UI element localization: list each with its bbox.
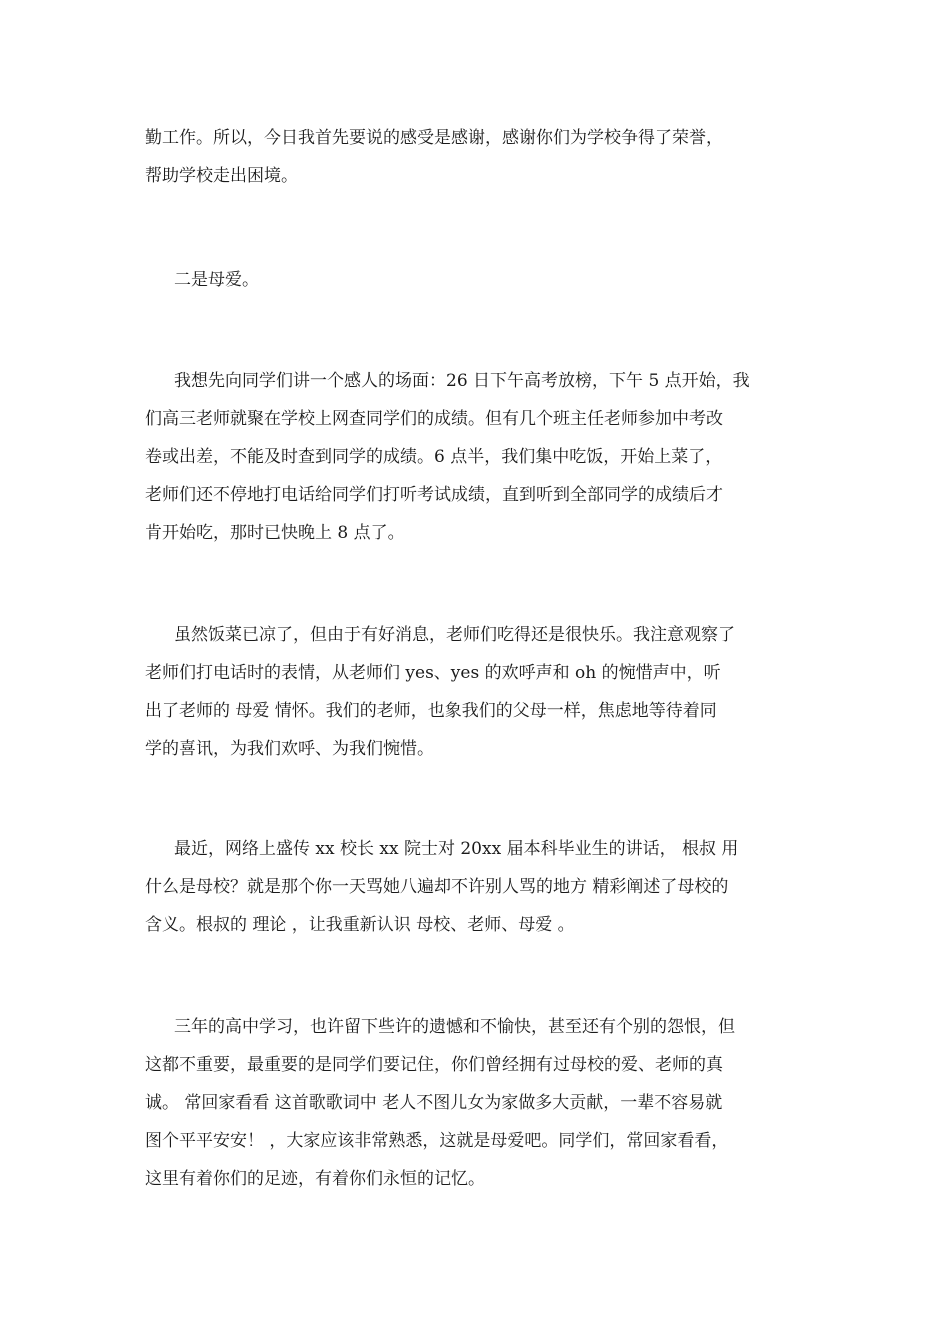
paragraph-line: 卷或出差，不能及时查到同学的成绩。6 点半，我们集中吃饭，开始上菜了， — [145, 447, 723, 467]
paragraph-line: 三年的高中学习，也许留下些许的遗憾和不愉快，甚至还有个别的怨恨，但 — [174, 1017, 735, 1037]
paragraph-3 — [145, 362, 815, 552]
paragraph-line: 老师们还不停地打电话给同学们打听考试成绩，直到听到全部同学的成绩后才 — [145, 485, 723, 505]
paragraph-line: 最近，网络上盛传 xx 校长 xx 院士对 20xx 届本科毕业生的讲话， 根叔 用 — [174, 839, 739, 859]
paragraph-line: 帮助学校走出困境。 — [145, 166, 298, 186]
paragraph-line: 含义。根叔的 理论 ，让我重新认识 母校、老师、母爱 。 — [145, 915, 575, 935]
paragraph-line: 我想先向同学们讲一个感人的场面：26 日下午高考放榜，下午 5 点开始，我 — [174, 371, 750, 391]
paragraph-line: 图个平平安安！ ，大家应该非常熟悉，这就是母爱吧。同学们，常回家看看， — [145, 1131, 729, 1151]
paragraph-5 — [145, 830, 815, 944]
paragraph-line: 什么是母校？就是那个你一天骂她八遍却不许别人骂的地方 精彩阐述了母校的 — [145, 877, 729, 897]
paragraph-line: 这里有着你们的足迹，有着你们永恒的记忆。 — [145, 1169, 485, 1189]
paragraph-line: 出了老师的 母爱 情怀。我们的老师，也象我们的父母一样，焦虑地等待着同 — [145, 701, 717, 721]
paragraph-line: 这都不重要，最重要的是同学们要记住，你们曾经拥有过母校的爱、老师的真 — [145, 1055, 723, 1075]
paragraph-line: 二是母爱。 — [174, 270, 259, 290]
paragraph-line: 学的喜讯，为我们欢呼、为我们惋惜。 — [145, 739, 434, 759]
paragraph-line: 老师们打电话时的表情，从老师们 yes、yes 的欢呼声和 oh 的惋惜声中，听 — [145, 663, 721, 683]
paragraph-line: 勤工作。所以，今日我首先要说的感受是感谢，感谢你们为学校争得了荣誉， — [145, 128, 723, 148]
paragraph-1 — [145, 119, 815, 195]
paragraph-4 — [145, 616, 815, 768]
paragraph-line: 肯开始吃，那时已快晚上 8 点了。 — [145, 523, 405, 543]
paragraph-line: 虽然饭菜已凉了，但由于有好消息，老师们吃得还是很快乐。我注意观察了 — [174, 625, 735, 645]
paragraph-6 — [145, 1008, 815, 1198]
paragraph-2 — [145, 261, 815, 299]
paragraph-line: 们高三老师就聚在学校上网查同学们的成绩。但有几个班主任老师参加中考改 — [145, 409, 723, 429]
paragraph-line: 诚。 常回家看看 这首歌歌词中 老人不图儿女为家做多大贡献，一辈不容易就 — [145, 1093, 723, 1113]
